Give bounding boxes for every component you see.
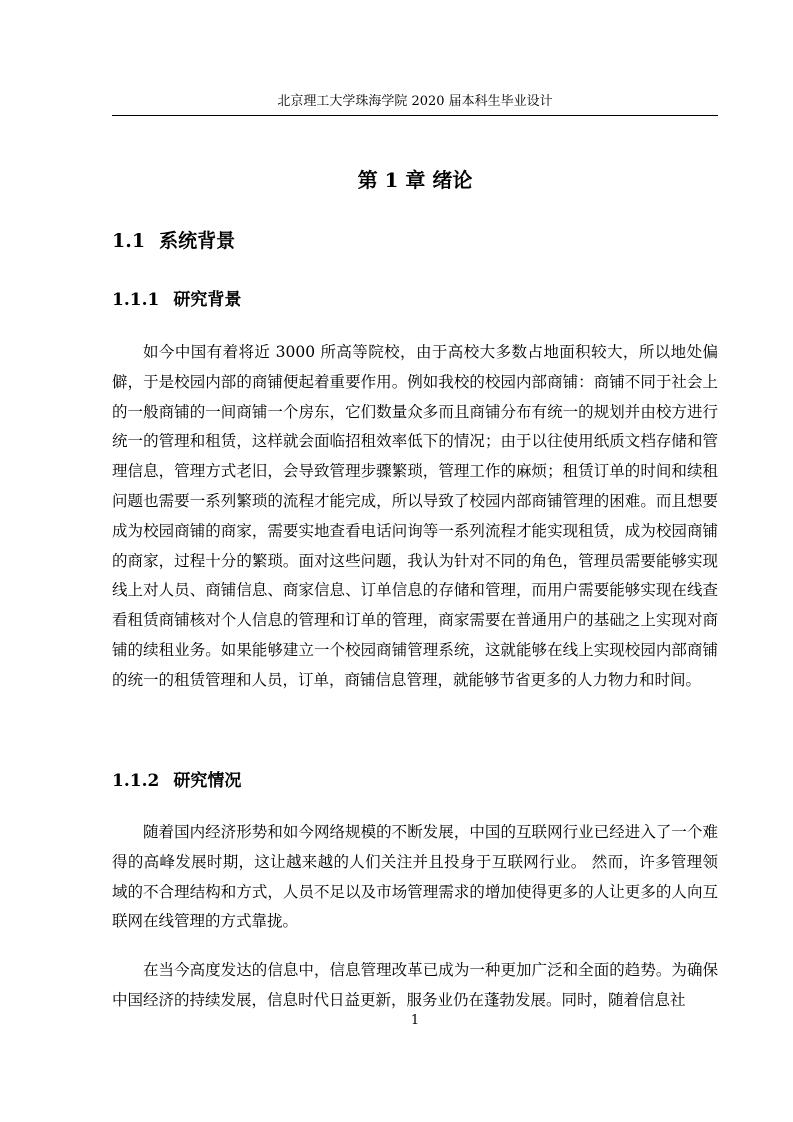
section-heading <box>112 228 235 254</box>
running-header: 北京理工大学珠海学院 2020 届本科生毕业设计 <box>277 94 553 109</box>
subsection-title: 研究背景 <box>173 290 242 310</box>
section-number: 1.1 <box>112 230 146 252</box>
subsection-heading-research-status <box>112 769 241 793</box>
body-paragraph: 随着国内经济形势和如今网络规模的不断发展，中国的互联网行业已经进入了一个难得的高峰发展时期，这让越来越的人们关注并且投身于互联网行业。 然而，许多管理领域的不合理结构和方式，人员不足以及市场管理需求的增加使得更多的人让更多的人向互联网在线管理的方式靠拢。 <box>112 823 718 931</box>
body-paragraph: 在当今高度发达的信息中，信息管理改革已成为一种更加广泛和全面的趋势。为确保中国经济的持续发展，信息时代日益更新，服务业仍在蓬勃发展。同时，随着信息社 <box>112 961 718 1009</box>
section-title: 系统背景 <box>159 230 236 252</box>
page-number: 1 <box>410 1013 420 1028</box>
body-paragraph: 如今中国有着将近 3000 所高等院校，由于高校大多数占地面积较大，所以地处偏僻，于是校园内部的商铺便起着重要作用。例如我校的校园内部商铺：商铺不同于社会上的一般商铺的一间商铺一个房东，它们数量众多而且商铺分布有统一的规划并由校方进行统一的管理和租赁，这样就会面临招租效率低下的情况；由于以往使用纸质文档存储和管理信息，管理方式老旧，会导致管理步骤繁琐，管理工作的麻烦；租赁订单的时间和续租问题也需要一系列繁琐的流程才能完成，所以导致了校园内部商铺管理的困难。而且想要成为校园商铺的商家，需要实地查看电话问询等一系列流程才能实现租赁，成为校园商铺的商家，过程十分的繁琐。面对这些问题，我认为针对不同的角色，管理员需要能够实现线上对人员、商铺信息、商家信息、订单信息的存储和管理，而用户需要能够实现在线查看租赁商铺核对个人信息的管理和订单的管理，商家需要在普通用户的基础之上实现对商铺的续租业务。如果能够建立一个校园商铺管理系统，这就能够在线上实现校园内部商铺的统一的租赁管理和人员，订单，商铺信息管理，就能够节省更多的人力物力和时间。 <box>112 343 718 689</box>
subsection-heading-research-background <box>112 288 241 312</box>
subsection-number: 1.1.1 <box>112 290 160 310</box>
subsection-title: 研究情况 <box>173 771 242 791</box>
chapter-title: 第 1 章 绪论 <box>357 168 473 192</box>
header-rule <box>112 115 718 116</box>
subsection-number: 1.1.2 <box>112 771 160 791</box>
